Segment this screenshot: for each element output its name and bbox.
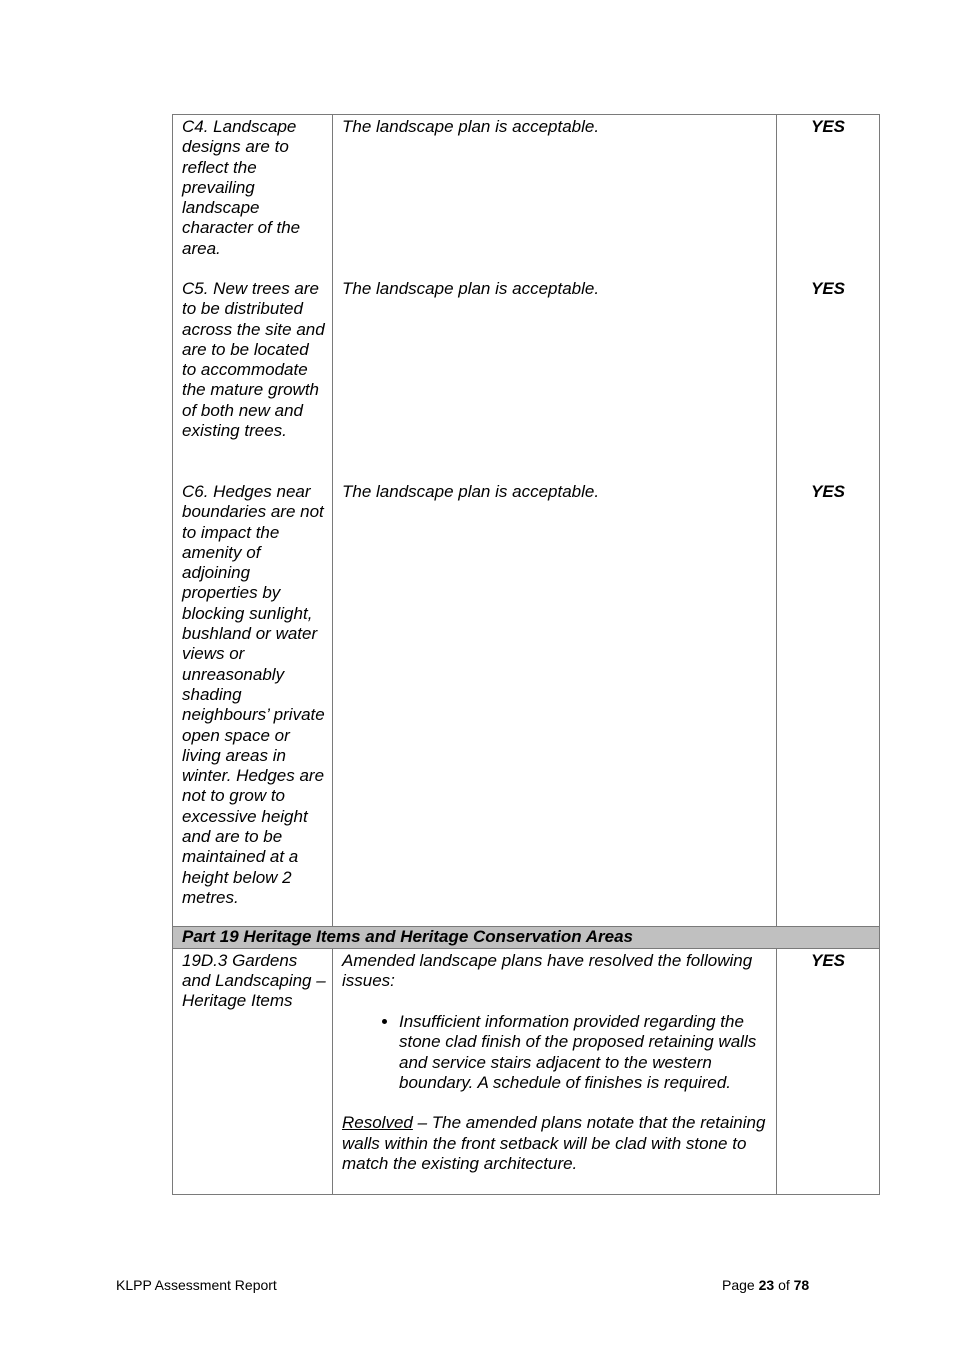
control-text: C4. Landscape designs are to reflect the prevailing landscape character of the area. xyxy=(182,117,301,258)
control-text: C6. Hedges near boundaries are not to impact the amenity of adjoining properties by blocking sunlight, bushland or water views or unreasonably shading neighbours’ private open space or living areas in winter. Hedges are not to grow to excessive height and are to be maintained at a height below 2 metres. xyxy=(182,482,325,907)
comment-text: The landscape plan is acceptable. xyxy=(342,279,600,298)
page-current: 23 xyxy=(758,1277,775,1293)
section-heading-row xyxy=(173,927,880,948)
list-item: • Insufficient information provided regarding the stone clad finish of the proposed retaining walls and service stairs adjacent to the western boundary. A schedule of finishes is required. xyxy=(399,1012,768,1093)
compliance-cell xyxy=(777,115,880,927)
compliance-value: YES xyxy=(810,482,846,501)
compliance-cell xyxy=(777,948,880,1195)
comment-text: The landscape plan is acceptable. xyxy=(342,482,600,501)
resolved-paragraph xyxy=(342,1113,768,1174)
control-text: 19D.3 Gardens and Landscaping – Heritage Items xyxy=(182,950,326,1011)
page-total: 78 xyxy=(793,1277,810,1293)
issues-list xyxy=(342,1012,768,1093)
table-row xyxy=(173,115,880,927)
page-label: Page xyxy=(722,1277,755,1293)
page-of: of xyxy=(778,1277,790,1293)
compliance-value: YES xyxy=(810,117,846,136)
comment-cell xyxy=(333,115,777,927)
comment-text: The landscape plan is acceptable. xyxy=(342,117,600,136)
resolved-text: – The amended plans notate that the retaining walls within the front setback will be clad with stone to match the existing architecture. xyxy=(342,1113,766,1173)
compliance-value: YES xyxy=(810,950,846,970)
assessment-table xyxy=(172,114,880,1195)
footer-report-title: KLPP Assessment Report xyxy=(116,1277,277,1293)
compliance-value: YES xyxy=(810,279,846,298)
control-cell xyxy=(173,948,333,1195)
resolved-label: Resolved xyxy=(342,1113,413,1133)
control-text: C5. New trees are to be distributed across the site and are to be located to accommodate the mature growth of both new and existing trees. xyxy=(182,279,325,441)
comment-cell xyxy=(333,948,777,1195)
footer-page-number xyxy=(722,1277,809,1293)
table-row xyxy=(173,948,880,1195)
comment-intro: Amended landscape plans have resolved the following issues: xyxy=(342,950,753,990)
section-heading: Part 19 Heritage Items and Heritage Conservation Areas xyxy=(173,927,880,948)
control-cell xyxy=(173,115,333,927)
